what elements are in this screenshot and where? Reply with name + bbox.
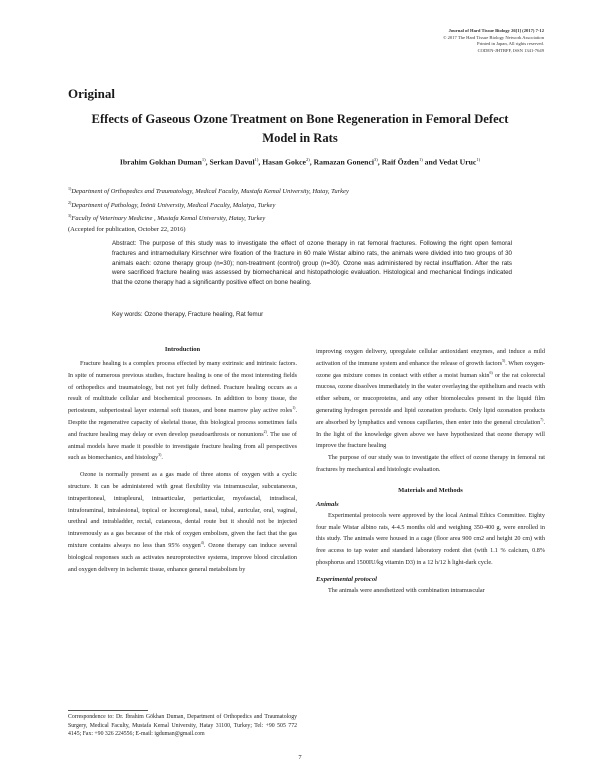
author-affil-ref: 1) xyxy=(476,157,481,162)
author-separator: , xyxy=(377,157,382,167)
left-column xyxy=(68,344,297,575)
affiliation-text: Department of Orthopedics and Traumatology, Medical Faculty, Mustafa Kemal University, Hatay, Turkey xyxy=(71,188,349,196)
protocol-subheading: Experimental protocol xyxy=(316,575,377,583)
affiliation-ref: 2) xyxy=(68,199,72,205)
text-run: Fracture healing is a complex process effected by many extrinsic and intrinsic factors. In spite of numerous previous studies, fracture healing is one of the most interesting fields of orthopedics and traumatology, but not yet fully defined. Fracture healing occurs as a result of multitude cellular and biochemical processes. In addition to bony tissue, the periosteum, subperiosteal layer external soft tissues, and bone marrow play active roles xyxy=(68,360,297,415)
citation-ref: 5) xyxy=(502,358,506,363)
author-affil-ref: 3) xyxy=(374,157,378,162)
journal-copyright: © 2017 The Hard Tissue Biology Network Association xyxy=(442,34,544,40)
body-paragraph xyxy=(316,346,545,452)
methods-heading: Materials and Methods xyxy=(398,486,463,494)
affiliation-text: Faculty of Veterinary Medicine , Mustafa Kemal University, Hatay, Turkey xyxy=(71,215,266,223)
journal-citation: Journal of Hard Tissue Biology 26[1] (2017) 7-12 xyxy=(448,28,544,33)
author-list xyxy=(54,157,546,167)
text-run: improving oxygen delivery, upregulate cellular antioxidant enzymes, and induce a mild activation of the immune system and enhance the release of growth factors xyxy=(316,348,545,367)
author-separator: , xyxy=(258,157,263,167)
text-run: Ozone is normally present as a gas made of three atoms of oxygen with a cyclic structure. It can be administered with great flexibility via intramuscular, subcutaneous, intraperitoneal, intrapleural, intraarticular, periarticular, myofascial, intradiscal, intraforaminal, intralesional, topical or locoregional, nasal, tubal, auricular, oral, vaginal, urethral and intrabladder, rectal, cutaneous, dental route but it should not be injected intravenously as a gas because of the risk of oxygen embolism, given the fact that the gas mixture contains always no less than 95% oxygen xyxy=(68,471,297,549)
journal-printed: Printed in Japan, All rights reserved. xyxy=(477,41,544,47)
text-run: . Despite the regenerative capacity of skeletal tissue, this biological process sometimes fails and fracture healing may delay or even develop pseudoarthrosis or nonunions xyxy=(68,407,297,438)
body-paragraph xyxy=(68,469,297,575)
affiliation-ref: 1) xyxy=(68,186,72,191)
author-name: Serkan Davul xyxy=(209,157,255,167)
author-separator: , xyxy=(205,157,210,167)
body-paragraph xyxy=(68,358,297,464)
right-column xyxy=(316,346,545,597)
text-run: . When oxygen-ozone gas mixture comes in contact with either a moist human skin xyxy=(316,359,545,379)
author-affil-ref: 2) xyxy=(305,157,310,162)
author-name: Vedat Uruc xyxy=(438,157,477,167)
author-name: Raif Özden xyxy=(381,157,419,167)
text-run: . Ozone therapy can induce several biological responses such as activates neuroprotective systems, improve blood circulation and oxygen delivery in ischemic tissue, enhance general metabolism by xyxy=(68,541,297,573)
author-affil-ref: 1) xyxy=(254,157,259,162)
text-run: or the rat colorectal mucosa, ozone dissolves immediately in the water overlaying the epithelium and reacts with either sebum, or mucoproteins, and any other biomolecules present in the liquid film generating hydrogen peroxide and lipid ozonation products. Only lipid ozonation products are absorbed by lymphatics and venous capillaries, then enter into the general circulation xyxy=(316,371,545,426)
body-paragraph: The purpose of our study was to investigate the effect of ozone therapy in femoral rat fractures by mechanical and histologic evaluation. xyxy=(316,454,545,473)
affiliation xyxy=(68,198,468,212)
introduction-heading: Introduction xyxy=(164,346,201,353)
citation-ref: 2) xyxy=(263,429,267,434)
author-name: Ibrahim Gokhan Duman xyxy=(119,157,202,167)
journal-coden: CODEN-JHTBFF, ISSN 1341-7649 xyxy=(477,47,544,53)
affiliation-ref: 3) xyxy=(68,213,72,219)
citation-ref: 4) xyxy=(200,540,204,545)
author-separator: and xyxy=(422,157,439,167)
author-name: Ramazan Gonenci xyxy=(313,157,374,167)
affiliation xyxy=(68,184,468,198)
author-affil-ref: 1) xyxy=(418,157,423,162)
citation-ref: 1) xyxy=(292,406,296,411)
citation-ref: 7) xyxy=(540,417,544,422)
text-run: . In the light of the knowledge given above we have hypothesized that ozone therapy will improve the fracture healing xyxy=(316,418,545,450)
correspondence-note: Correspondence to: Dr. Ibrahim Gökhan Duman, Department of Orthopedics and Traumatology Surgery, Medical Faculty, Mustafa Kemal University, Hatay 31100, Turkey; Tel: +90 505 772 4145; Fax: +90 326 224556; E-mail: igduman@gmail.com xyxy=(68,714,297,738)
text-run: . The use of animal models have made it possible to investigate fracture healing from all perspectives such as biomechanics, and histology xyxy=(68,430,297,462)
journal-header xyxy=(344,28,544,54)
accepted-date: (Accepted for publication, October 22, 2016) xyxy=(68,225,186,233)
body-paragraph: The animals were anesthetized with combination intramuscular xyxy=(328,586,485,594)
affiliations xyxy=(68,184,468,235)
citation-ref: 6) xyxy=(489,370,493,375)
text-run: . xyxy=(161,454,163,462)
citation-ref: 3) xyxy=(158,453,162,458)
article-title: Effects of Gaseous Ozone Treatment on Bone Regeneration in Femoral Defect Model in Rats xyxy=(91,112,509,145)
affiliation xyxy=(68,211,468,225)
author-name: Hasan Gokce xyxy=(262,157,306,167)
keywords: Key words: Ozone therapy, Fracture healing, Rat femur xyxy=(112,311,264,318)
abstract: Abstract: The purpose of this study was to investigate the effect of ozone therapy in rat femoral fractures. Following the right open femoral fractures and intramedullary Kirschner wire fixation of the fracture in 60 male Wistar albino rats, the animals were divided into two groups of 30 animals each: ozone therapy group (n=30); non-treatment (control) group (n=30). Ozone was administered by rectal insufflation. After the rats were sacrificed fracture healing was assessed by biomechanical and histopathologic evaluation. Histological and mechanical findings indicated that the ozone therapy had a significantly positive effect on bone healing. xyxy=(112,240,512,287)
animals-subheading: Animals xyxy=(316,500,339,508)
author-separator: , xyxy=(309,157,314,167)
affiliation-text: Department of Pathology, İnönü University, Medical Faculty, Malatya, Turkey xyxy=(71,201,276,209)
author-affil-ref: 1) xyxy=(201,157,206,162)
footnote-rule xyxy=(68,710,148,711)
page-number: 7 xyxy=(298,754,302,761)
body-paragraph: Experimental protocols were approved by the local Animal Ethics Committee. Eighty four male Wistar albino rats, 4-4.5 months old and weighing 350-400 g, were enrolled in this study. The animals were housed in a cage (floor area 900 cm2 and height 20 cm) with free access to tap water and standard laboratory rodent diet (with 1.1 % calcium, 0.8% phosphorus and 1500IU/kg vitamin D3) in a 12 h/12 h light-dark cycle. xyxy=(316,511,545,566)
section-label: Original xyxy=(68,86,115,101)
